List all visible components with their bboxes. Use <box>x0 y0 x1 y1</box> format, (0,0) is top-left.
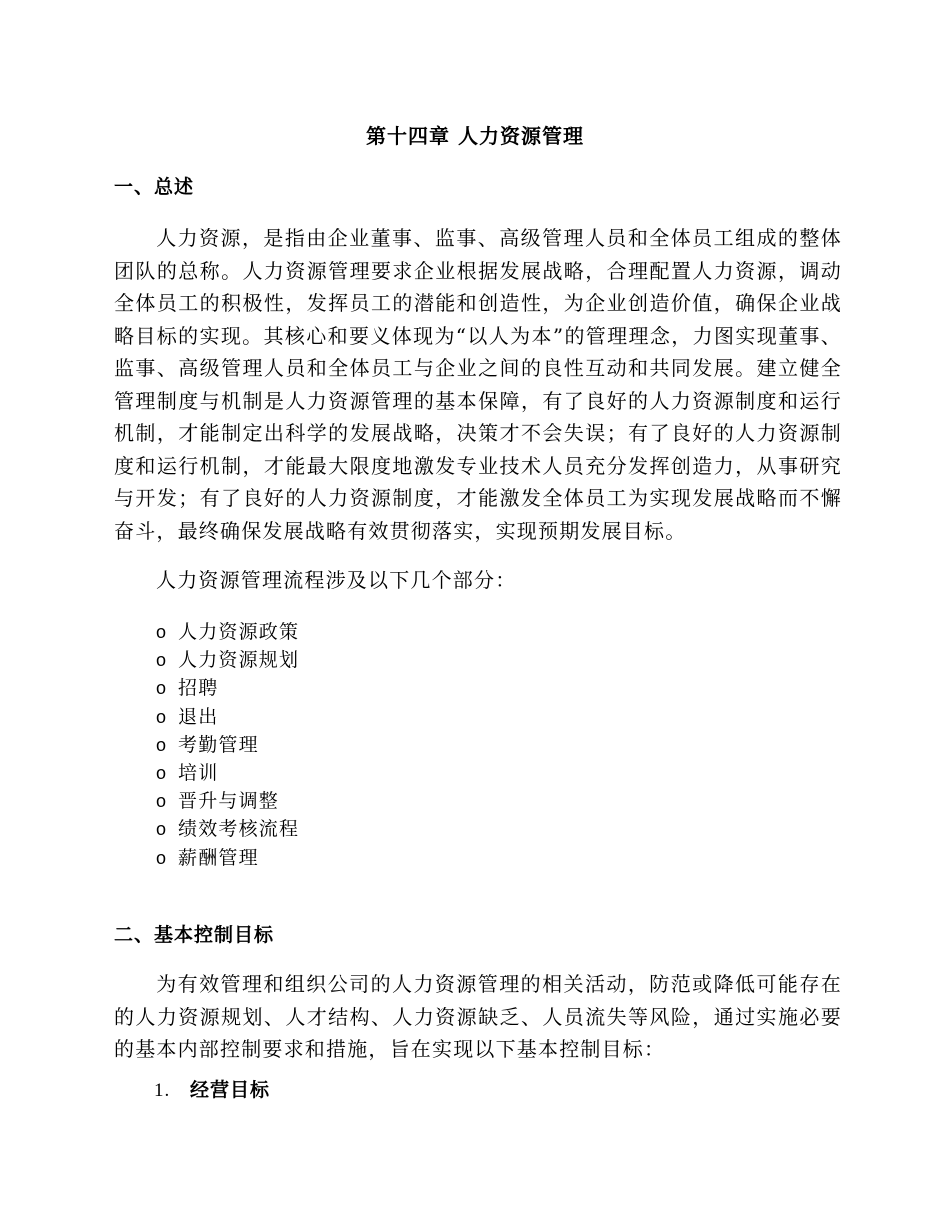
item-label: 经营目标 <box>190 1079 271 1101</box>
bullet-marker: o <box>156 791 168 812</box>
list-item-text: 培训 <box>178 761 219 784</box>
list-item-text: 考勤管理 <box>178 733 259 756</box>
list-item <box>156 759 299 787</box>
list-item-text: 人力资源规划 <box>178 649 300 672</box>
section-heading-control-objectives: 二、基本控制目标 <box>114 924 275 946</box>
list-item-text: 退出 <box>178 705 219 728</box>
hr-process-list <box>156 618 299 872</box>
bullet-marker: o <box>156 678 168 699</box>
list-item-text: 薪酬管理 <box>178 846 259 869</box>
list-item <box>156 731 299 759</box>
list-item <box>156 674 299 702</box>
section-heading-overview: 一、总述 <box>114 176 195 198</box>
list-item-text: 招聘 <box>178 677 219 700</box>
list-item <box>156 618 299 646</box>
list-item-text: 晋升与调整 <box>178 790 280 813</box>
list-item-text: 绩效考核流程 <box>178 818 300 841</box>
list-item <box>156 646 299 674</box>
bullet-marker: o <box>156 734 168 755</box>
list-intro: 人力资源管理流程涉及以下几个部分： <box>156 568 517 592</box>
item-number: 1. <box>154 1080 171 1101</box>
numbered-heading-operating-objectives <box>154 1076 270 1105</box>
control-objectives-paragraph-text: 为有效管理和组织公司的人力资源管理的相关活动，防范或降低可能存在的人力资源规划、人才结构、人力资源缺乏、人员流失等风险，通过实施必要的基本内部控制要求和措施，旨在实现以下基本控制目标： <box>114 972 842 1061</box>
list-item <box>156 703 299 731</box>
bullet-marker: o <box>156 819 168 840</box>
list-item <box>156 844 299 872</box>
bullet-marker: o <box>156 706 168 727</box>
bullet-marker: o <box>156 762 168 783</box>
list-item <box>156 787 299 815</box>
chapter-title: 第十四章 人力资源管理 <box>366 124 584 148</box>
bullet-marker: o <box>156 847 168 868</box>
list-item <box>156 815 299 843</box>
list-item-text: 人力资源政策 <box>178 621 300 643</box>
overview-paragraph <box>114 222 842 547</box>
overview-paragraph-text: 人力资源，是指由企业董事、监事、高级管理人员和全体员工组成的整体团队的总称。人力资源管理要求企业根据发展战略，合理配置人力资源，调动全体员工的积极性，发挥员工的潜能和创造性，为企业创造价值，确保企业战略目标的实现。其核心和要义体现为“以人为本”的管理理念，力图实现董事、监事、高级管理人员和全体员工与企业之间的良性互动和共同发展。建立健全管理制度与机制是人力资源管理的基本保障，有了良好的人力资源制度和运行机制，才能制定出科学的发展战略，决策才不会失误；有了良好的人力资源制度和运行机制，才能最大限度地激发专业技术人员充分发挥创造力，从事研究与开发；有了良好的人力资源制度，才能激发全体员工为实现发展战略而不懈奋斗，最终确保发展战略有效贯彻落实，实现预期发展目标。 <box>114 226 842 543</box>
bullet-marker: o <box>156 622 168 642</box>
control-objectives-paragraph <box>114 968 842 1066</box>
bullet-marker: o <box>156 650 168 671</box>
